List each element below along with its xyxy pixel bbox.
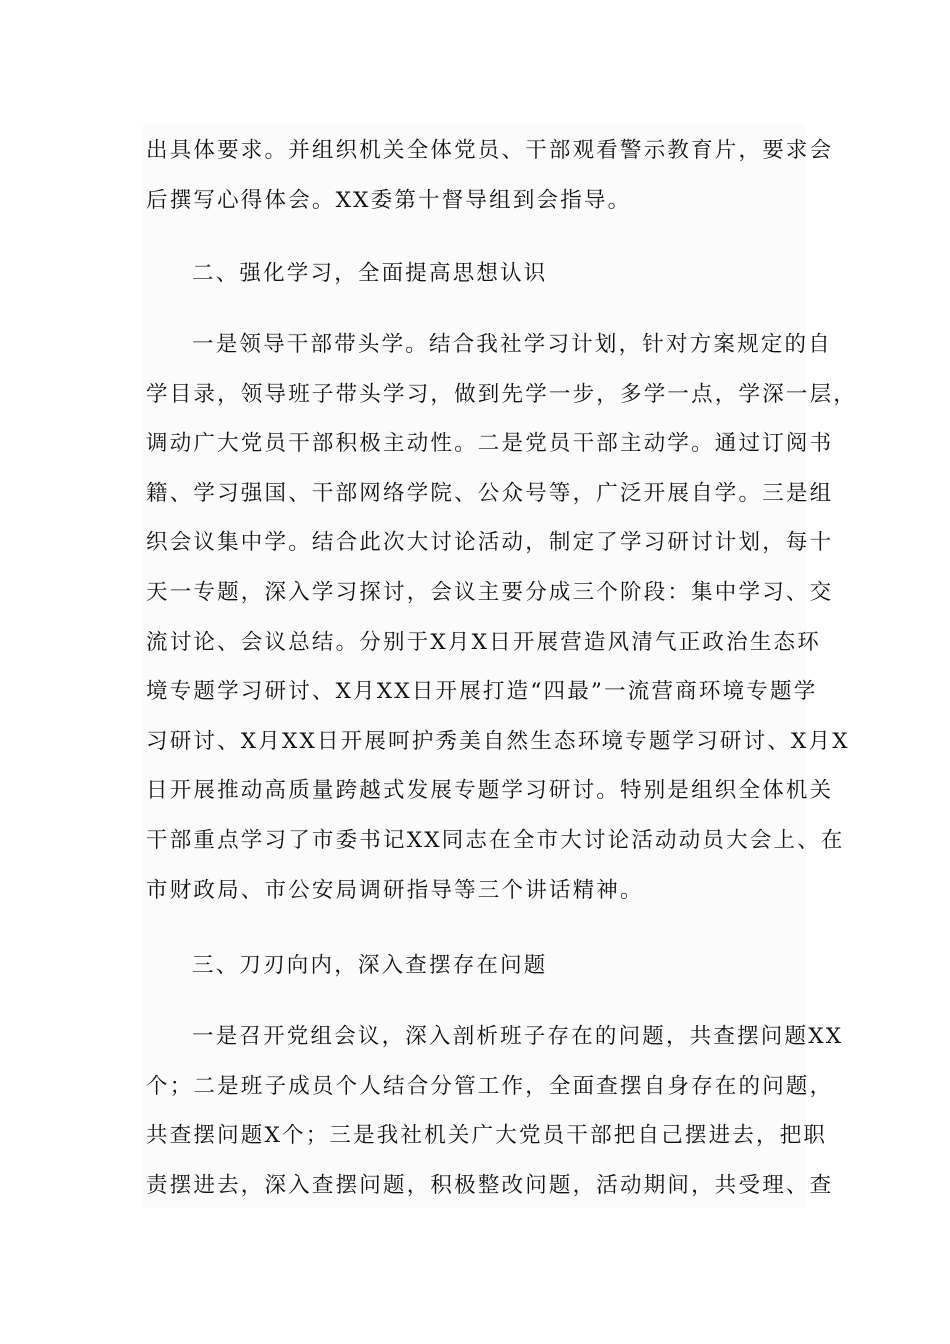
text-line: 后撰写心得体会。XX委第十督导组到会指导。 — [146, 187, 632, 213]
text-line: 一是召开党组会议，深入剖析班子存在的问题，共查摆问题XX — [192, 1024, 844, 1049]
text-line: 调动广大党员干部积极主动性。二是党员干部主动学。通过订阅书 — [146, 431, 834, 457]
section-heading-2 — [146, 249, 806, 299]
section-heading-text: 三、刀刃向内，深入查摆存在问题 — [192, 953, 548, 978]
text-line: 籍、学习强国、干部网络学院、公众号等，广泛开展自学。三是组 — [146, 480, 834, 506]
text-line: 天一专题，深入学习探讨，会议主要分成三个阶段：集中学习、交 — [146, 579, 834, 605]
text-line: 学目录，领导班子带头学习，做到先学一步，多学一点，学深一层， — [146, 381, 858, 407]
paragraph-study — [146, 320, 858, 915]
text-line: 出具体要求。并组织机关全体党员、干部观看警示教育片，要求会 — [146, 138, 834, 163]
text-line: 一是领导干部带头学。结合我社学习计划，针对方案规定的自 — [192, 332, 832, 357]
text-line: 流讨论、会议总结。分别于X月X日开展营造风清气正政治生态环 — [146, 629, 821, 655]
paragraph-continued — [146, 126, 834, 225]
paragraph-problems — [146, 1012, 844, 1210]
text-line: 市财政局、市公安局调研指导等三个讲话精神。 — [146, 877, 644, 903]
text-line: 干部重点学习了市委书记XX同志在全市大讨论活动动员大会上、在 — [146, 827, 845, 853]
text-line: 责摆进去，深入查摆问题，积极整改问题，活动期间，共受理、查 — [146, 1172, 834, 1198]
text-line: 织会议集中学。结合此次大讨论活动，制定了学习研讨计划，每十 — [146, 530, 834, 556]
text-line: 境专题学习研讨、X月XX日开展打造“四最”一流营商环境专题学 — [146, 679, 818, 705]
section-heading-text: 二、强化学习，全面提高思想认识 — [192, 261, 548, 286]
text-line: 个；二是班子成员个人结合分管工作，全面查摆自身存在的问题， — [146, 1073, 834, 1099]
text-line: 日开展推动高质量跨越式发展专题学习研讨。特别是组织全体机关 — [146, 778, 834, 804]
text-line: 习研讨、X月XX日开展呵护秀美自然生态环境专题学习研讨、X月X — [146, 728, 850, 754]
text-line: 共查摆问题X个；三是我社机关广大党员干部把自己摆进去，把职 — [146, 1123, 828, 1149]
section-heading-3 — [146, 941, 806, 991]
